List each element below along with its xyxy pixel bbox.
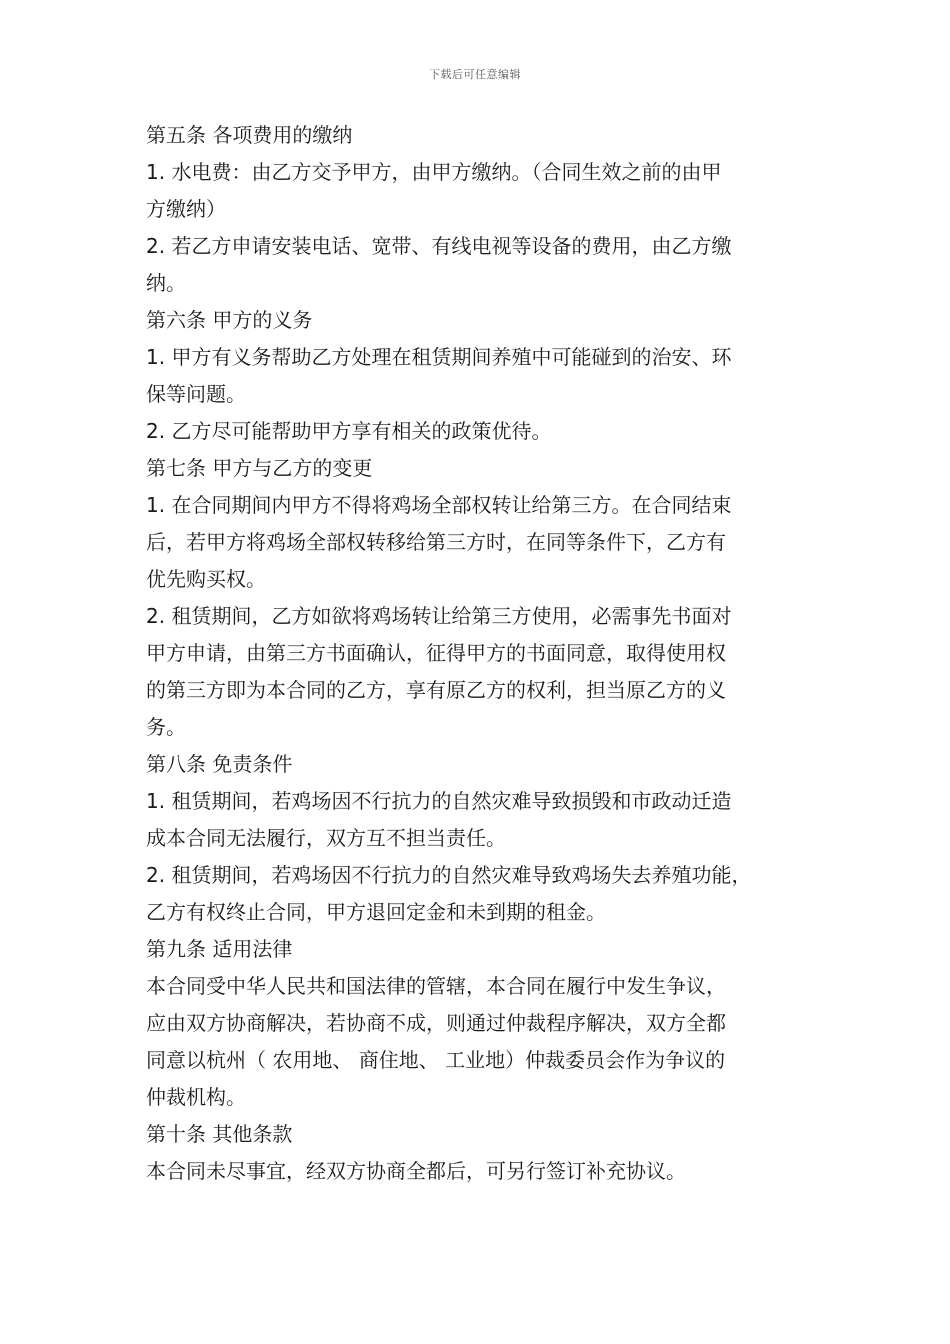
document-body [146, 117, 812, 1190]
paragraph-line: 1. 甲方有义务帮助乙方处理在租赁期间养殖中可能碰到的治安、环 [146, 345, 732, 369]
section-heading-10: 第十条 其他条款 [146, 1122, 293, 1146]
section-heading-9: 第九条 适用法律 [146, 937, 293, 961]
paragraph-line: 1. 在合同期间内甲方不得将鸡场全部权转让给第三方。在合同结束 [146, 493, 732, 517]
paragraph-line: 本合同受中华人民共和国法律的管辖，本合同在履行中发生争议， [146, 974, 726, 998]
paragraph-line: 本合同未尽事宜，经双方协商全都后，可另行签订补充协议。 [146, 1159, 686, 1183]
paragraph-line: 优先购买权。 [146, 567, 266, 591]
section-heading-5: 第五条 各项费用的缴纳 [146, 123, 353, 147]
paragraph-line: 应由双方协商解决，若协商不成，则通过仲裁程序解决，双方全都 [146, 1011, 726, 1035]
paragraph-line: 纳。 [146, 271, 186, 295]
paragraph-line: 2. 乙方尽可能帮助甲方享有相关的政策优待。 [146, 419, 552, 443]
paragraph-line: 乙方有权终止合同，甲方退回定金和未到期的租金。 [146, 900, 606, 924]
paragraph-line: 1. 水电费：由乙方交予甲方，由甲方缴纳。（合同生效之前的由甲 [146, 160, 722, 184]
paragraph-line: 务。 [146, 715, 186, 739]
paragraph-line: 甲方申请，由第三方书面确认，征得甲方的书面同意，取得使用权 [146, 641, 726, 665]
paragraph-line: 1. 租赁期间，若鸡场因不行抗力的自然灾难导致损毁和市政动迁造 [146, 789, 732, 813]
paragraph-line: 成本合同无法履行，双方互不担当责任。 [146, 826, 506, 850]
paragraph-line: 仲裁机构。 [146, 1085, 246, 1109]
paragraph-line: 2. 租赁期间，若鸡场因不行抗力的自然灾难导致鸡场失去养殖功能， [146, 863, 752, 887]
page-header-note: 下载后可任意编辑 [429, 68, 521, 81]
paragraph-line: 方缴纳） [146, 197, 226, 221]
paragraph-line: 同意以杭州（ 农用地、 商住地、 工业地）仲裁委员会作为争议的 [146, 1048, 726, 1072]
paragraph-line: 的第三方即为本合同的乙方，享有原乙方的权利，担当原乙方的义 [146, 678, 726, 702]
paragraph-line: 保等问题。 [146, 382, 246, 406]
paragraph-line: 后，若甲方将鸡场全部权转移给第三方时，在同等条件下，乙方有 [146, 530, 726, 554]
section-heading-6: 第六条 甲方的义务 [146, 308, 313, 332]
section-heading-7: 第七条 甲方与乙方的变更 [146, 456, 373, 480]
paragraph-line: 2. 若乙方申请安装电话、宽带、有线电视等设备的费用，由乙方缴 [146, 234, 732, 258]
paragraph-line: 2. 租赁期间，乙方如欲将鸡场转让给第三方使用，必需事先书面对 [146, 604, 732, 628]
section-heading-8: 第八条 免责条件 [146, 752, 293, 776]
